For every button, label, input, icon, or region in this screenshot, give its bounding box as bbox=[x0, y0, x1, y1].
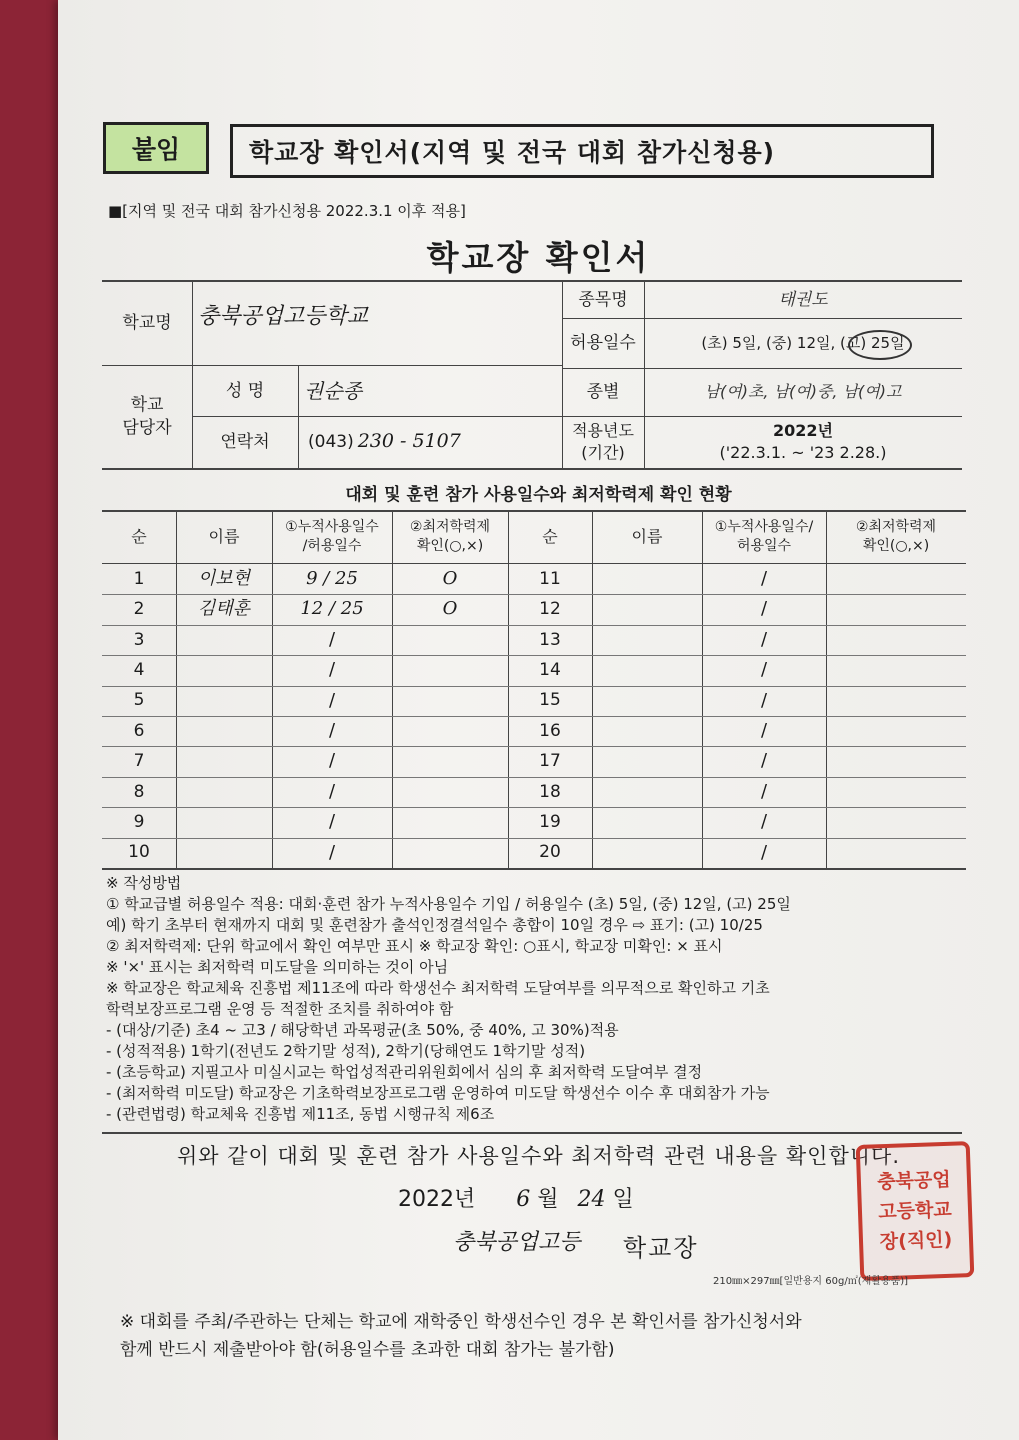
table-cell-r-days: / bbox=[760, 750, 768, 772]
contact-area-code: (043) bbox=[308, 431, 354, 452]
high-school-circle-mark bbox=[848, 330, 912, 360]
table-cell-l-days: 9 / 25 bbox=[306, 568, 358, 590]
table-cell-l-no: 8 bbox=[133, 781, 145, 802]
table-cell-r-days: / bbox=[760, 568, 768, 590]
table-cell-r-no: 18 bbox=[539, 781, 561, 802]
writing-instructions bbox=[106, 873, 986, 1125]
table-cell-l-days: / bbox=[328, 720, 336, 742]
staff-name-value: 권순종 bbox=[304, 378, 362, 403]
table-cell-r-days: / bbox=[760, 780, 768, 802]
attachment-label: 붙임 bbox=[103, 122, 209, 174]
table-body bbox=[102, 564, 966, 868]
date-month-unit: 월 bbox=[537, 1187, 559, 1212]
footer-note bbox=[120, 1308, 802, 1364]
signing-date bbox=[398, 1182, 634, 1213]
table-cell-l-no: 3 bbox=[133, 629, 145, 650]
table-row bbox=[102, 686, 966, 716]
instruction-line: ※ 작성방법 bbox=[106, 874, 182, 892]
gender-label: 종별 bbox=[586, 381, 620, 402]
table-cell-l-days: / bbox=[328, 811, 336, 833]
table-cell-r-name bbox=[592, 777, 702, 807]
table-cell-r-name bbox=[592, 625, 702, 655]
table-cell-l-no: 2 bbox=[133, 599, 145, 620]
table-cell-l-name bbox=[176, 777, 272, 807]
col-header-no: 순 bbox=[542, 526, 558, 546]
table-cell-r-check bbox=[826, 564, 966, 594]
instruction-line: - (대상/기준) 초4 ~ 고3 / 해당학년 과목평균(초 50%, 중 40%, 고 30%)적용 bbox=[106, 1021, 619, 1039]
main-title: 학교장 확인서 bbox=[426, 238, 651, 277]
header-line: 확인(○,×) bbox=[416, 537, 484, 554]
table-cell-l-check bbox=[392, 746, 508, 776]
contact-value bbox=[308, 416, 558, 468]
header-line: ②최저학력제 bbox=[855, 518, 937, 535]
table-cell-r-days: / bbox=[760, 689, 768, 711]
table-cell-l-no: 5 bbox=[133, 690, 145, 711]
table-cell-r-check bbox=[826, 625, 966, 655]
confirmation-statement: 위와 같이 대회 및 훈련 참가 사용일수와 최저학력 관련 내용을 확인합니다. bbox=[176, 1144, 900, 1168]
table-cell-l-no: 7 bbox=[133, 751, 145, 772]
table-row bbox=[102, 746, 966, 776]
table-cell-l-name: 이보현 bbox=[197, 568, 251, 590]
table-cell-r-no: 15 bbox=[539, 690, 561, 711]
table-cell-r-days: / bbox=[760, 841, 768, 863]
instruction-line: ※ 학교장은 학교체육 진흥법 제11조에 따라 학생선수 최저학력 도달여부를 의무적으로 확인하고 기초 bbox=[106, 979, 770, 997]
table-cell-l-no: 6 bbox=[133, 720, 145, 741]
table-cell-l-name bbox=[176, 716, 272, 746]
table-cell-l-name bbox=[176, 746, 272, 776]
table-cell-l-check bbox=[392, 686, 508, 716]
applied-period: ('22.3.1. ~ '23 2.28.) bbox=[719, 443, 887, 462]
seal-text: 충북공업 bbox=[876, 1168, 952, 1194]
table-row bbox=[102, 838, 966, 868]
document-page bbox=[58, 0, 1019, 1440]
participation-table bbox=[102, 510, 966, 870]
school-signature: 충북공업고등 bbox=[453, 1230, 581, 1255]
table-cell-l-check bbox=[392, 777, 508, 807]
table-cell-r-days: / bbox=[760, 598, 768, 620]
table-cell-r-check bbox=[826, 746, 966, 776]
school-staff-label bbox=[102, 366, 192, 468]
year-value bbox=[644, 416, 962, 468]
table-row bbox=[102, 564, 966, 594]
col-header-academic bbox=[826, 510, 966, 563]
section-title: 대회 및 훈련 참가 사용일수와 최저학력제 확인 현황 bbox=[345, 485, 732, 505]
table-cell-r-check bbox=[826, 838, 966, 868]
official-seal-stamp bbox=[856, 1141, 975, 1281]
applied-note: ■[지역 및 전국 대회 참가신청용 2022.3.1 이후 적용] bbox=[108, 202, 466, 220]
date-year: 2022년 bbox=[398, 1187, 476, 1212]
table-cell-l-days: / bbox=[328, 628, 336, 650]
notes-bottom-border bbox=[102, 1132, 962, 1134]
table-cell-r-no: 16 bbox=[539, 720, 561, 741]
table-cell-r-no: 17 bbox=[539, 751, 561, 772]
table-cell-r-days: / bbox=[760, 659, 768, 681]
table-cell-l-check bbox=[392, 838, 508, 868]
table-row bbox=[102, 655, 966, 685]
table-cell-r-name bbox=[592, 838, 702, 868]
table-cell-r-name bbox=[592, 594, 702, 624]
table-cell-r-days: / bbox=[760, 720, 768, 742]
event-value: 태권도 bbox=[778, 289, 828, 310]
table-cell-r-no: 13 bbox=[539, 629, 561, 650]
info-bottom-border bbox=[102, 468, 962, 470]
table-cell-l-no: 9 bbox=[133, 811, 145, 832]
table-cell-r-name bbox=[592, 564, 702, 594]
contact-number: 230 - 5107 bbox=[357, 430, 461, 453]
col-header-name: 이름 bbox=[631, 526, 663, 546]
table-cell-l-name bbox=[176, 686, 272, 716]
year-label bbox=[562, 416, 644, 468]
table-cell-l-name bbox=[176, 838, 272, 868]
instruction-line: - (관련법령) 학교체육 진흥법 제11조, 동법 시행규칙 제6조 bbox=[106, 1105, 495, 1123]
table-row bbox=[102, 625, 966, 655]
footer-line: ※ 대회를 주최/주관하는 단체는 학교에 재학중인 학생선수인 경우 본 확인서를 참가신청서와 bbox=[120, 1312, 802, 1332]
table-cell-r-name bbox=[592, 807, 702, 837]
instruction-line: - (초등학교) 지필고사 미실시교는 학업성적관리위원회에서 심의 후 최저학력 도달여부 결정 bbox=[106, 1063, 703, 1081]
header-line: /허용일수 bbox=[302, 537, 362, 554]
date-day: 24 bbox=[577, 1187, 606, 1212]
table-cell-r-check bbox=[826, 777, 966, 807]
table-cell-r-check bbox=[826, 686, 966, 716]
col-header-no: 순 bbox=[131, 526, 147, 546]
header-line: 허용일수 bbox=[736, 537, 792, 554]
col-header-name: 이름 bbox=[208, 526, 240, 546]
col-header-days bbox=[702, 510, 826, 563]
seal-text: 고등학교 bbox=[877, 1198, 953, 1224]
table-cell-l-check bbox=[392, 807, 508, 837]
table-cell-l-days: / bbox=[328, 689, 336, 711]
allowed-days-value: (초) 5일, (중) 12일, (고) 25일 bbox=[701, 333, 905, 352]
table-cell-r-check bbox=[826, 716, 966, 746]
instruction-line: 예) 학기 초부터 현재까지 대회 및 훈련참가 출석인정결석일수 총합이 10일 경우 ⇨ 표기: (고) 10/25 bbox=[106, 916, 763, 934]
instruction-line: - (성적적용) 1학기(전년도 2학기말 성적), 2학기(당해연도 1학기말 성적) bbox=[106, 1042, 586, 1060]
table-cell-r-name bbox=[592, 746, 702, 776]
header-line: ②최저학력제 bbox=[409, 518, 491, 535]
header-line: ①누적사용일수/ bbox=[714, 518, 814, 535]
document-header-title: 학교장 확인서(지역 및 전국 대회 참가신청용) bbox=[230, 124, 934, 178]
table-row bbox=[102, 777, 966, 807]
table-cell-l-days: / bbox=[328, 841, 336, 863]
table-cell-l-name: 김태훈 bbox=[197, 598, 251, 620]
header-line: ①누적사용일수 bbox=[285, 518, 379, 535]
table-cell-l-name bbox=[176, 625, 272, 655]
school-name-label: 학교명 bbox=[122, 313, 172, 334]
school-name-value: 충북공업고등학교 bbox=[198, 304, 369, 330]
instruction-line: - (최저학력 미도달) 학교장은 기초학력보장프로그램 운영하여 미도달 학생선수 이수 후 대회참가 가능 bbox=[106, 1084, 770, 1102]
footer-line: 함께 반드시 제출받아야 함(허용일수를 초과한 대회 참가는 불가함) bbox=[120, 1340, 615, 1360]
instruction-line: ※ '×' 표시는 최저학력 미도달을 의미하는 것이 아님 bbox=[106, 958, 449, 976]
event-label: 종목명 bbox=[578, 289, 628, 310]
table-cell-l-check: O bbox=[442, 568, 458, 590]
table-cell-l-name bbox=[176, 655, 272, 685]
table-row bbox=[102, 594, 966, 624]
date-day-unit: 일 bbox=[612, 1187, 634, 1212]
col-header-days bbox=[272, 510, 392, 563]
table-cell-l-check: O bbox=[442, 598, 458, 620]
year-label-line: 적용년도 bbox=[572, 421, 634, 441]
table-cell-l-days: / bbox=[328, 780, 336, 802]
table-cell-l-check bbox=[392, 625, 508, 655]
col-header-academic bbox=[392, 510, 508, 563]
table-cell-l-days: / bbox=[328, 659, 336, 681]
instruction-line: ① 학교급별 허용일수 적용: 대회·훈련 참가 누적사용일수 기입 / 허용일수 (초) 5일, (중) 12일, (고) 25일 bbox=[106, 895, 791, 913]
paper-spec: 210㎜×297㎜[일반용지 60g/㎡(재활용품)] bbox=[713, 1276, 909, 1287]
instruction-line: 학력보장프로그램 운영 등 적절한 조치를 취하여야 함 bbox=[106, 1000, 454, 1018]
info-divider bbox=[298, 366, 299, 468]
header-line: 확인(○,×) bbox=[862, 537, 930, 554]
table-cell-r-name bbox=[592, 655, 702, 685]
date-month: 6 bbox=[516, 1187, 531, 1212]
year-label-line: (기간) bbox=[581, 443, 625, 462]
table-cell-r-name bbox=[592, 686, 702, 716]
staff-label-line: 학교 bbox=[130, 395, 164, 416]
table-cell-l-days: 12 / 25 bbox=[300, 598, 364, 620]
table-cell-l-days: / bbox=[328, 750, 336, 772]
table-cell-r-days: / bbox=[760, 811, 768, 833]
table-cell-r-no: 12 bbox=[539, 599, 561, 620]
table-row bbox=[102, 716, 966, 746]
staff-label-line: 담당자 bbox=[122, 418, 172, 438]
table-cell-l-check bbox=[392, 716, 508, 746]
applied-year: 2022년 bbox=[773, 421, 833, 441]
table-cell-l-name bbox=[176, 807, 272, 837]
table-cell-r-check bbox=[826, 594, 966, 624]
gender-value: 남(여)초, 남(여)중, 남(여)고 bbox=[704, 382, 902, 402]
seal-text: 장(직인) bbox=[879, 1228, 953, 1254]
contact-label: 연락처 bbox=[220, 431, 270, 452]
table-cell-r-days: / bbox=[760, 628, 768, 650]
instruction-line: ② 최저학력제: 단위 학교에서 확인 여부만 표시 ※ 학교장 확인: ○표시, 학교장 미확인: × 표시 bbox=[106, 937, 723, 955]
table-cell-r-no: 11 bbox=[539, 568, 561, 589]
table-cell-r-name bbox=[592, 716, 702, 746]
table-cell-r-no: 14 bbox=[539, 659, 561, 680]
table-cell-r-check bbox=[826, 807, 966, 837]
allowed-days-label: 허용일수 bbox=[570, 332, 636, 353]
table-cell-r-check bbox=[826, 655, 966, 685]
table-row bbox=[102, 807, 966, 837]
table-cell-l-check bbox=[392, 655, 508, 685]
name-label: 성 명 bbox=[225, 380, 265, 401]
table-cell-r-no: 19 bbox=[539, 811, 561, 832]
table-cell-l-no: 1 bbox=[133, 568, 145, 589]
table-cell-l-no: 10 bbox=[128, 842, 150, 863]
principal-title: 학교장 bbox=[623, 1234, 699, 1262]
table-cell-l-no: 4 bbox=[133, 659, 145, 680]
table-cell-r-no: 20 bbox=[539, 842, 561, 863]
